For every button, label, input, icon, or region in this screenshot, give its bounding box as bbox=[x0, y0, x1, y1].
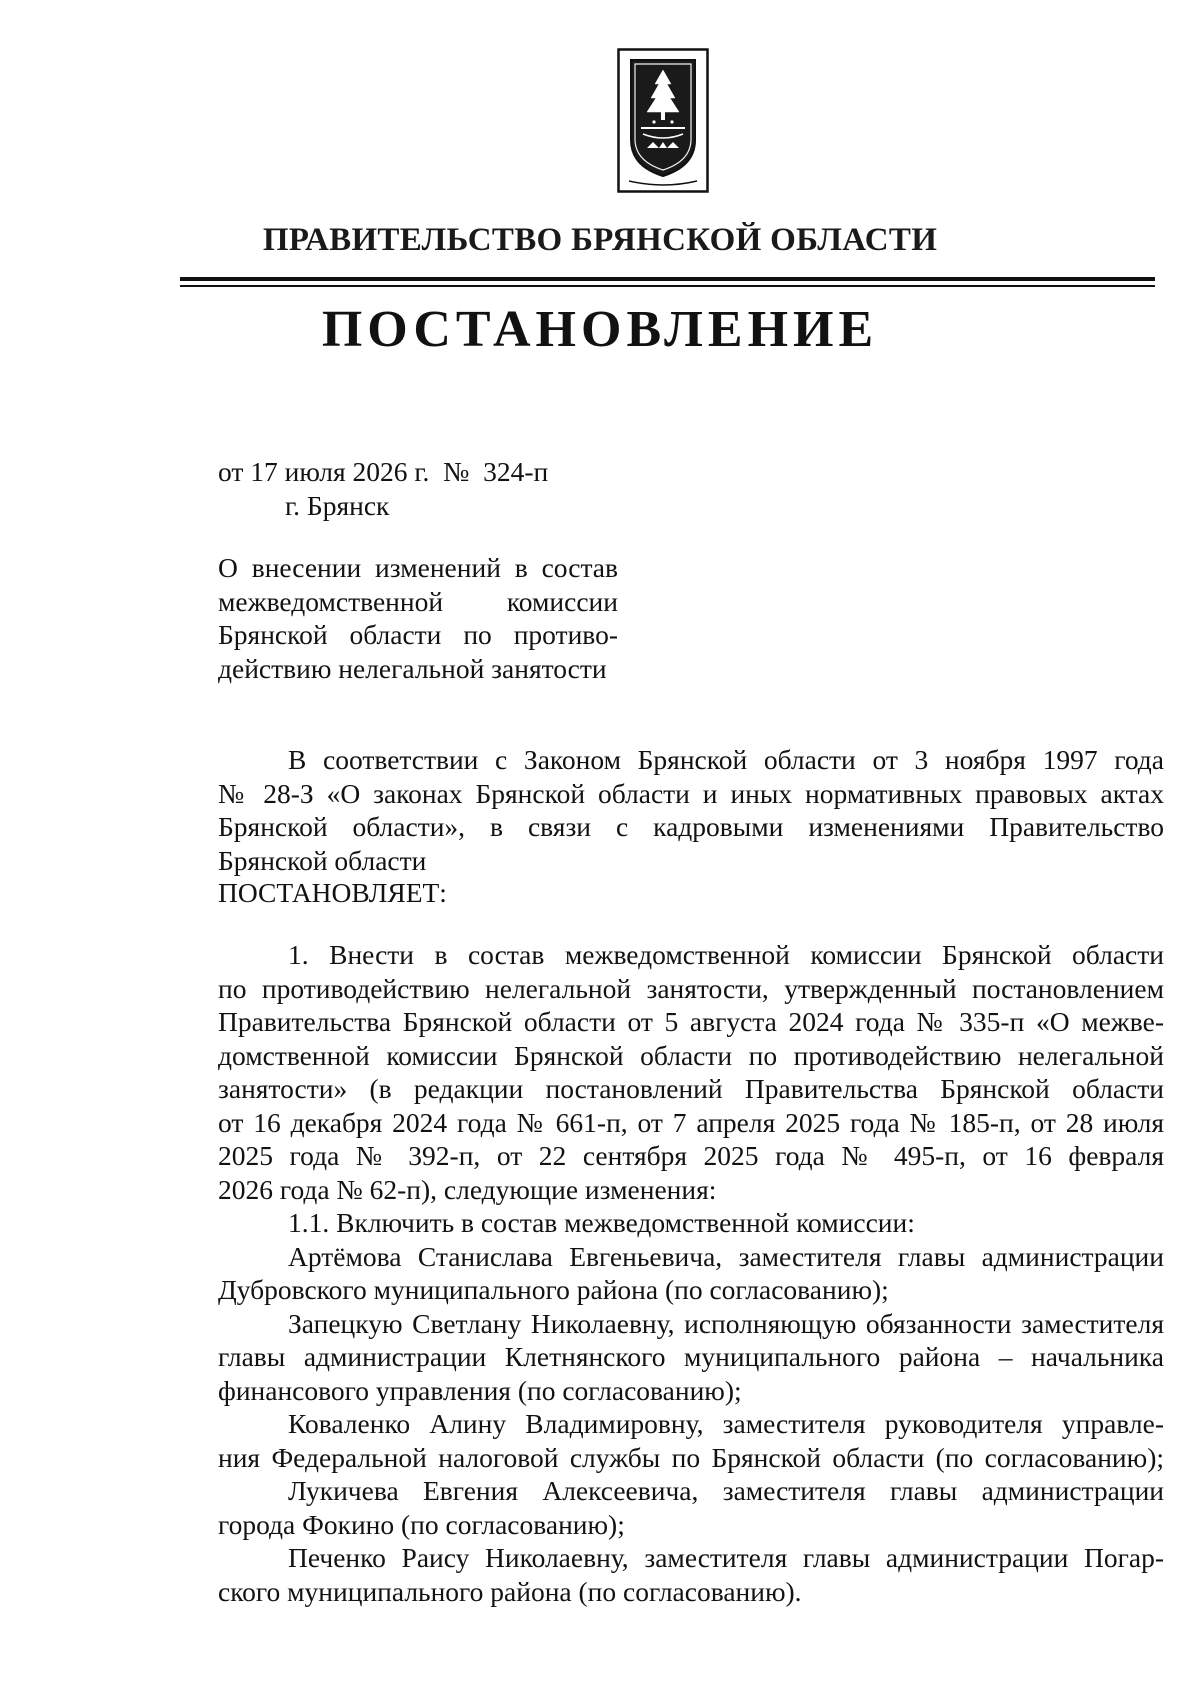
item-line: Запецкую Светлану Николаевну, исполняющую обязанности заместителя bbox=[288, 1307, 1164, 1339]
item-line: финансового управления (по согласованию); bbox=[218, 1374, 742, 1406]
document-kind-title: ПОСТАНОВЛЕНИЕ bbox=[321, 301, 879, 358]
subject-line: межведомственной комиссии bbox=[218, 585, 618, 617]
item-line: Лукичева Евгения Алексеевича, заместителя главы администрации bbox=[288, 1475, 1164, 1506]
item-line: 1. Внести в состав межведомственной комиссии Брянской области bbox=[288, 939, 1164, 970]
header-rule-thick bbox=[180, 277, 1155, 281]
item-line: 2025 года № 392-п, от 22 сентября 2025 года № 495-п, от 16 февраля bbox=[218, 1140, 1164, 1171]
item-line: занятости» (в редакции постановлений Правительства Брянской области bbox=[218, 1073, 1164, 1104]
government-title: ПРАВИТЕЛЬСТВО БРЯНСКОЙ ОБЛАСТИ bbox=[262, 222, 938, 258]
item-line: Печенко Раису Николаевну, заместителя главы администрации Погар- bbox=[288, 1542, 1164, 1573]
item-line: города Фокино (по согласованию); bbox=[218, 1508, 625, 1540]
item-line: главы администрации Клетнянского муниципального района – начальника bbox=[218, 1341, 1164, 1372]
subject-line: действию нелегальной занятости bbox=[218, 652, 607, 684]
item-line: 2026 года № 62-п), следующие изменения: bbox=[218, 1173, 717, 1205]
document-subject bbox=[218, 551, 618, 685]
subject-line: Брянской области по противо- bbox=[218, 619, 618, 650]
item-line: ния Федеральной налоговой службы по Брянской области (по согласованию); bbox=[218, 1441, 1164, 1473]
preamble-line: № 28-З «О законах Брянской области и иных нормативных правовых актах bbox=[218, 777, 1164, 809]
preamble-line: В соответствии с Законом Брянской области от 3 ноября 1997 года bbox=[288, 744, 1164, 775]
resolves-heading: ПОСТАНОВЛЯЕТ: bbox=[218, 877, 447, 908]
item-line: Дубровского муниципального района (по согласованию); bbox=[218, 1274, 889, 1305]
preamble-line: Брянской области», в связи с кадровыми изменениями Правительство bbox=[218, 811, 1164, 842]
item-line: Коваленко Алину Владимировну, заместителя руководителя управле- bbox=[288, 1408, 1164, 1439]
item-line: по противодействию нелегальной занятости, утвержденный постановлением bbox=[218, 972, 1164, 1004]
preamble-paragraph bbox=[218, 743, 1164, 877]
preamble-line: Брянской области bbox=[218, 844, 427, 876]
item-line: от 16 декабря 2024 года № 661-п, от 7 апреля 2025 года № 185-п, от 28 июля bbox=[218, 1106, 1164, 1138]
header-rule-thin bbox=[180, 285, 1155, 287]
resolution-items bbox=[218, 938, 1164, 1608]
item-line: Артёмова Станислава Евгеньевича, заместителя главы администрации bbox=[288, 1240, 1164, 1272]
document-date-number: от 17 июля 2026 г. № 324-п bbox=[218, 456, 549, 487]
bryansk-coat-of-arms-icon bbox=[617, 48, 709, 193]
document-city: г. Брянск bbox=[285, 490, 390, 521]
item-line: Правительства Брянской области от 5 августа 2024 года № 335-п «О межве- bbox=[218, 1006, 1164, 1037]
item-line: ского муниципального района (по согласованию). bbox=[218, 1575, 802, 1607]
item-line: домственной комиссии Брянской области по противодействию нелегальной bbox=[218, 1039, 1164, 1071]
subject-line: О внесении изменений в состав bbox=[218, 552, 618, 583]
item-line: 1.1. Включить в состав межведомственной комиссии: bbox=[288, 1207, 915, 1238]
